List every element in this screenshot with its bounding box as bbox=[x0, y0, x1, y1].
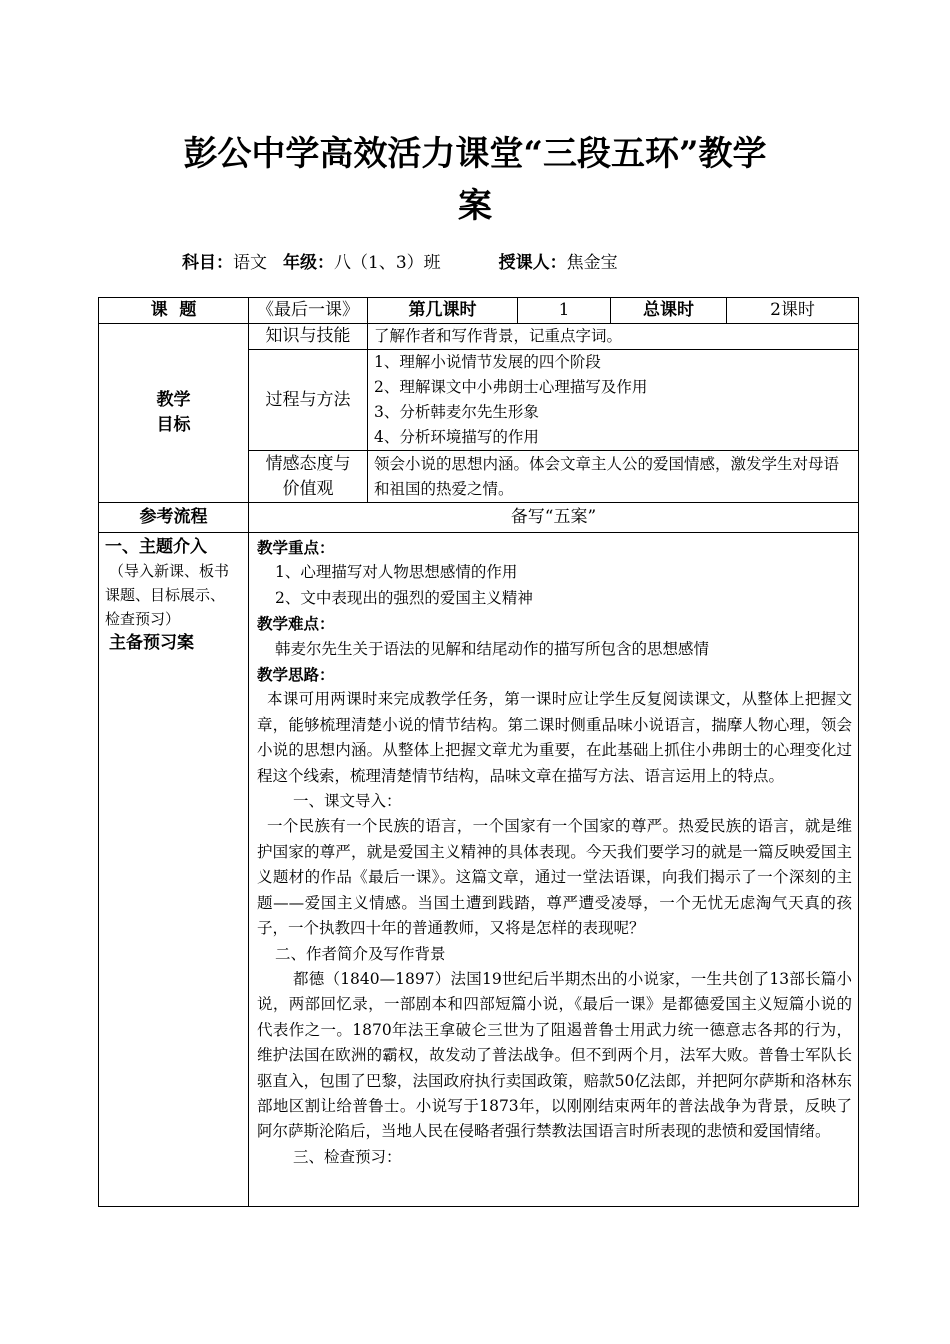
intro-heading: 一、课文导入： bbox=[293, 792, 402, 811]
flow-label: 参考流程 bbox=[99, 503, 249, 533]
stage-sub-line: （导入新课、板书 bbox=[109, 562, 230, 580]
thinking-text: 本课可用两课时来完成教学任务，第一课时应让学生反复阅读课文，从整体上把握文章，能够梳理清楚小说的情节结构。第二课时侧重品味小说语言，揣摩人物心理，领会小说的思想内涵。从整体上把握文章尤为重要，在此基础上抓住小弗朗士的心理变化过程这个线索，梳理清楚情节结构，品味文章在描写方法、语言运用上的特点。 bbox=[257, 690, 852, 785]
difficulty-text: 韩麦尔先生关于语法的见解和结尾动作的描写所包含的思想感情 bbox=[275, 639, 710, 658]
emotion-value: 领会小说的思想内涵。体会文章主人公的爱国情感，激发学生对母语和祖国的热爱之情。 bbox=[368, 451, 859, 503]
knowledge-label: 知识与技能 bbox=[249, 324, 368, 350]
teacher-value: 焦金宝 bbox=[566, 253, 618, 273]
stage-label bbox=[99, 533, 249, 1207]
emotion-label-line-1: 情感态度与 bbox=[265, 453, 351, 474]
key-point-item: 1、心理描写对人物思想感情的作用 bbox=[275, 563, 518, 582]
flow-row bbox=[99, 503, 859, 533]
lesson-meta bbox=[182, 248, 618, 273]
teacher-label: 授课人： bbox=[498, 253, 567, 273]
process-label: 过程与方法 bbox=[249, 350, 368, 451]
stage-plan: 主备预习案 bbox=[109, 633, 194, 653]
emotion-label-line-2: 价值观 bbox=[282, 478, 334, 499]
lesson-number-value: 1 bbox=[518, 298, 611, 324]
knowledge-value: 了解作者和写作背景，记重点字词。 bbox=[368, 324, 859, 350]
title-line-2: 案 bbox=[458, 186, 492, 226]
process-item: 3、分析韩麦尔先生形象 bbox=[374, 403, 539, 421]
author-heading: 二、作者简介及写作背景 bbox=[275, 944, 446, 963]
topic-label: 课 题 bbox=[99, 298, 249, 324]
thinking-label: 教学思路： bbox=[257, 665, 335, 685]
key-points-label: 教学重点： bbox=[257, 538, 335, 557]
objectives-label bbox=[99, 324, 249, 503]
stage-content bbox=[249, 533, 859, 1207]
topic-value: 《最后一课》 bbox=[249, 298, 368, 324]
process-item: 1、理解小说情节发展的四个阶段 bbox=[374, 353, 601, 371]
stage-sub-line: 课题、目标展示、 bbox=[105, 586, 226, 604]
total-lessons-value: 2课时 bbox=[727, 298, 859, 324]
header-row bbox=[99, 298, 859, 324]
objectives-label-line-1: 教学 bbox=[156, 390, 191, 410]
stage-heading: 一、主题介入 bbox=[105, 537, 207, 557]
total-lessons-label: 总课时 bbox=[611, 298, 727, 324]
difficulty-label: 教学难点： bbox=[257, 614, 335, 634]
process-item: 2、理解课文中小弗朗士心理描写及作用 bbox=[374, 378, 648, 396]
title-line-1: 彭公中学高效活力课堂“三段五环”教学 bbox=[183, 134, 767, 174]
lesson-number-label: 第几课时 bbox=[368, 298, 518, 324]
lesson-plan-table bbox=[98, 297, 859, 1207]
page-title bbox=[0, 128, 950, 232]
grade-label: 年级： bbox=[283, 253, 334, 273]
flow-value: 备写“五案” bbox=[249, 503, 859, 533]
subject-label: 科目： bbox=[182, 253, 233, 273]
stage-row bbox=[99, 533, 859, 1207]
preview-heading: 三、检查预习： bbox=[293, 1147, 402, 1166]
grade-value: 八（1、3）班 bbox=[334, 253, 441, 273]
author-text: 都德（1840—1897）法国19世纪后半期杰出的小说家，一生共创了13部长篇小说，两部回忆录，一部剧本和四部短篇小说，《最后一课》是都德爱国主义短篇小说的代表作之一。1870年法王拿破仑三世为了阻遏普鲁士用武力统一德意志各邦的行为，维护法国在欧洲的霸权，故发动了普法战争。但不到两个月，法军大败。普鲁士军队长驱直入，包围了巴黎，法国政府执行卖国政策，赔款50亿法郎，并把阿尔萨斯和洛林东部地区割让给普鲁士。小说写于1873年，以刚刚结束两年的普法战争为背景，反映了阿尔萨斯沦陷后，当地人民在侵略者强行禁教法国语言时所表现的悲愤和爱国情绪。 bbox=[257, 969, 852, 1141]
intro-text: 一个民族有一个民族的语言，一个国家有一个国家的尊严。热爱民族的语言，就是维护国家的尊严，就是爱国主义精神的具体表现。今天我们要学习的就是一篇反映爱国主义题材的作品《最后一课》。这篇文章，通过一堂法语课，向我们揭示了一个深刻的主题——爱国主义情感。当国土遭到践踏，尊严遭受凌辱，一个无忧无虑淘气天真的孩子，一个执教四十年的普通教师，又将是怎样的表现呢？ bbox=[257, 817, 852, 938]
key-point-item: 2、文中表现出的强烈的爱国主义精神 bbox=[275, 588, 533, 607]
subject-value: 语文 bbox=[233, 253, 267, 273]
process-item: 4、分析环境描写的作用 bbox=[374, 428, 539, 446]
objectives-label-line-2: 目标 bbox=[156, 415, 191, 435]
process-list bbox=[368, 350, 859, 451]
stage-sub-line: 检查预习） bbox=[105, 610, 181, 628]
objective-knowledge-row bbox=[99, 324, 859, 350]
emotion-label bbox=[249, 451, 368, 503]
